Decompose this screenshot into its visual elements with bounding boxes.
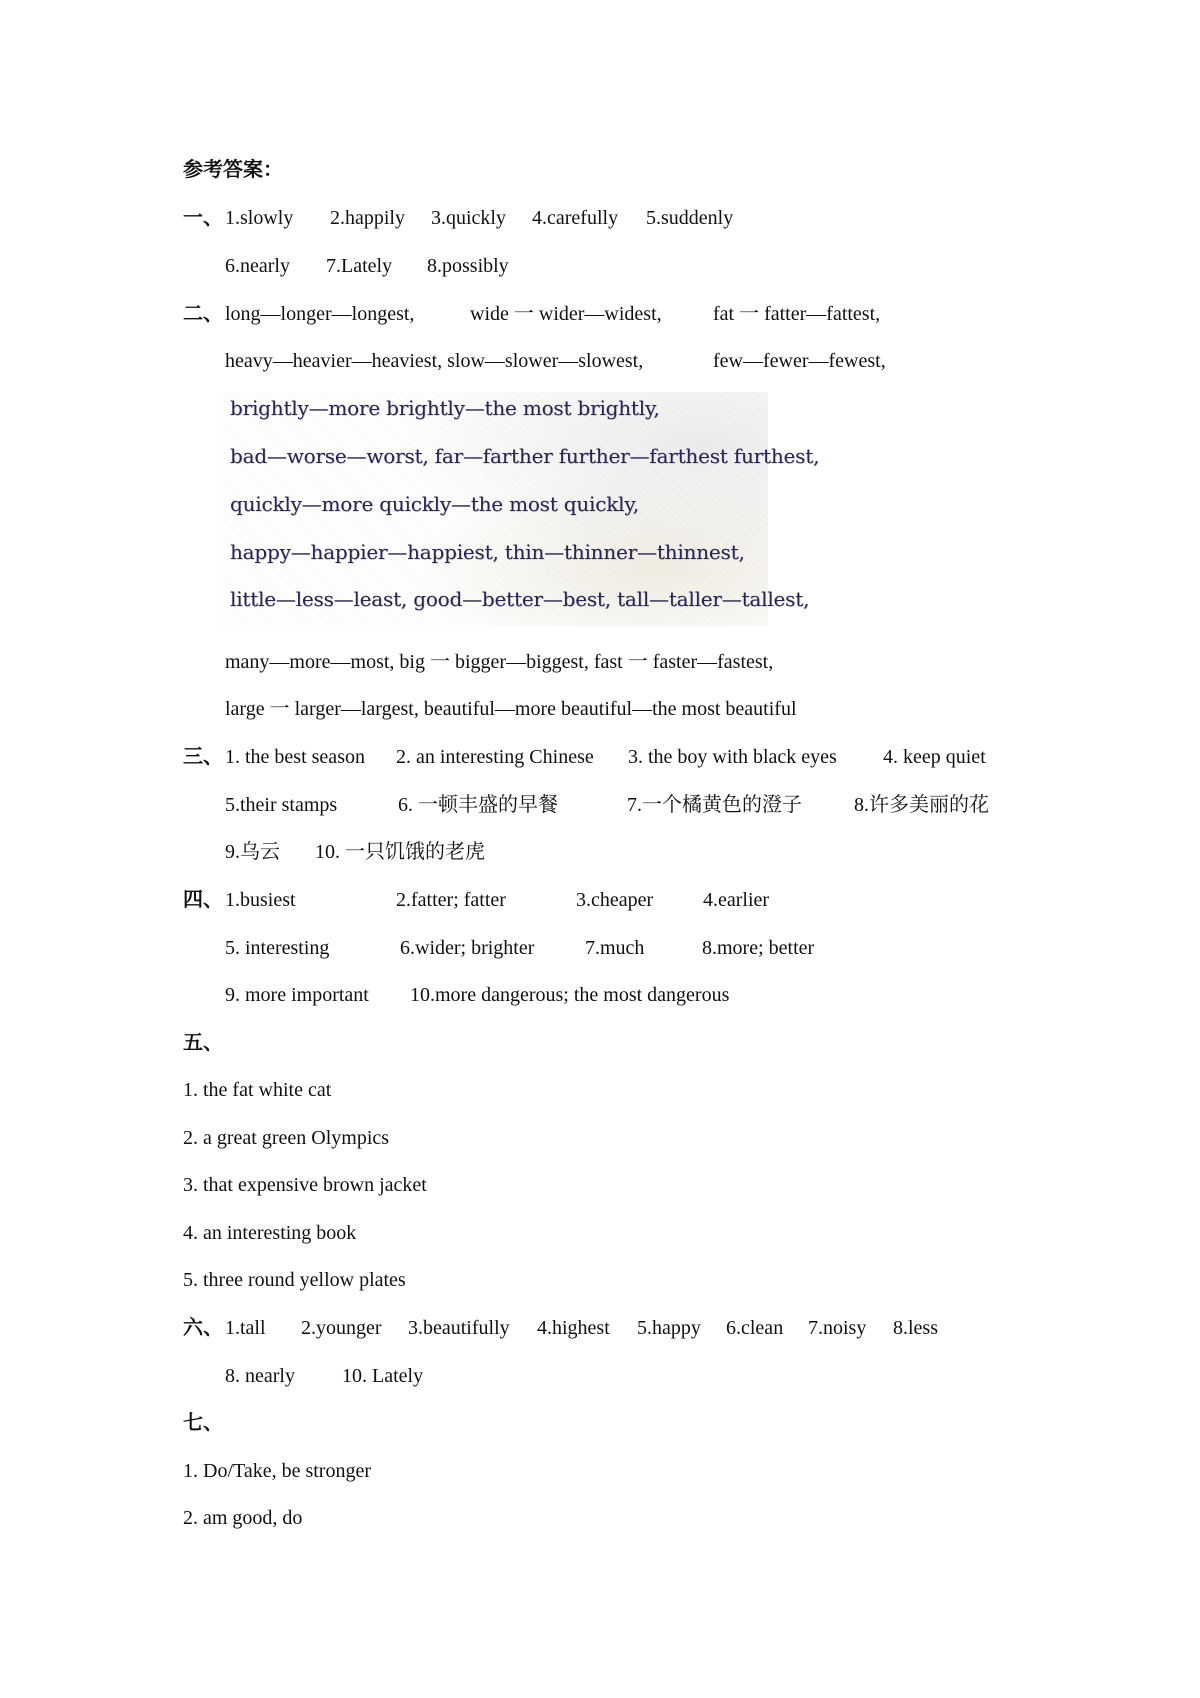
s6-answer-6: 6.clean (726, 1317, 784, 1339)
s6-answer-1: 1.tall (225, 1317, 266, 1339)
s3-answer-2: 2. an interesting Chinese (396, 746, 594, 768)
s1-answer-1: 1.slowly (225, 207, 294, 229)
s3-answer-6: 6. 一顿丰盛的早餐 (398, 794, 558, 816)
s4-answer-4: 4.earlier (703, 889, 770, 911)
s2-long: long—longer—longest, (225, 303, 415, 325)
s6-answer-3: 3.beautifully (408, 1317, 510, 1339)
s1-answer-2: 2.happily (330, 207, 405, 229)
s4-answer-1: 1.busiest (225, 889, 296, 911)
s1-answer-7: 7.Lately (326, 255, 393, 277)
page-title: 参考答案： (183, 159, 283, 181)
scan-line-1: brightly—more brightly—the most brightly, (230, 396, 660, 420)
s1-answer-4: 4.carefully (532, 207, 619, 229)
s6-answer-5: 5.happy (637, 1317, 701, 1339)
s6-answer-4: 4.highest (537, 1317, 610, 1339)
s1-answer-5: 5.suddenly (646, 207, 734, 229)
s1-answer-3: 3.quickly (431, 207, 506, 229)
section-1-label: 一、 (183, 207, 223, 229)
scan-line-5: little—less—least, good—better—best, tall—taller—tallest, (230, 587, 810, 611)
s7-item-2: 2. am good, do (183, 1507, 303, 1529)
s2-heavy-slow: heavy—heavier—heaviest, slow—slower—slowest, (225, 350, 644, 372)
s3-answer-4: 4. keep quiet (883, 746, 986, 768)
s3-answer-3: 3. the boy with black eyes (628, 746, 837, 768)
section-3-label: 三、 (183, 746, 223, 768)
s3-answer-5: 5.their stamps (225, 794, 338, 816)
s4-answer-3: 3.cheaper (576, 889, 654, 911)
s4-answer-7: 7.much (585, 937, 645, 959)
s3-answer-1: 1. the best season (225, 746, 365, 768)
s4-answer-6: 6.wider; brighter (400, 937, 535, 959)
s2-wide: wide 一 wider—widest, (470, 303, 662, 325)
s4-answer-10: 10.more dangerous; the most dangerous (410, 984, 730, 1006)
s2-few: few—fewer—fewest, (713, 350, 886, 372)
s5-item-1: 1. the fat white cat (183, 1079, 332, 1101)
s7-item-1: 1. Do/Take, be stronger (183, 1460, 371, 1482)
s5-item-2: 2. a great green Olympics (183, 1127, 390, 1149)
section-4-label: 四、 (183, 889, 223, 911)
scan-line-2: bad—worse—worst, far—farther further—farthest furthest, (230, 444, 820, 468)
s3-answer-10: 10. 一只饥饿的老虎 (315, 841, 485, 863)
s6-answer-10: 10. Lately (342, 1365, 424, 1387)
section-5-label: 五、 (183, 1032, 223, 1054)
s6-answer-2: 2.younger (301, 1317, 382, 1339)
s3-answer-8: 8.许多美丽的花 (854, 794, 989, 816)
s5-item-3: 3. that expensive brown jacket (183, 1174, 427, 1196)
section-6-label: 六、 (183, 1317, 223, 1339)
s4-answer-5: 5. interesting (225, 937, 330, 959)
scan-line-4: happy—happier—happiest, thin—thinner—thinnest, (230, 540, 745, 564)
section-2-line-3: many—more—most, big 一 bigger—biggest, fast 一 faster—fastest, (225, 651, 774, 673)
s4-answer-9: 9. more important (225, 984, 369, 1006)
s1-answer-6: 6.nearly (225, 255, 290, 277)
s2-fat: fat 一 fatter—fattest, (713, 303, 881, 325)
s5-item-5: 5. three round yellow plates (183, 1269, 406, 1291)
s5-item-4: 4. an interesting book (183, 1222, 357, 1244)
section-2-label: 二、 (183, 303, 223, 325)
scan-line-3: quickly—more quickly—the most quickly, (230, 492, 639, 516)
s4-answer-2: 2.fatter; fatter (396, 889, 506, 911)
s6-answer-9: 8. nearly (225, 1365, 295, 1387)
section-2-line-4: large 一 larger—largest, beautiful—more beautiful—the most beautiful (225, 698, 797, 720)
scanned-answer-image (222, 392, 820, 626)
s3-answer-9: 9.乌云 (225, 841, 280, 863)
s3-answer-7: 7.一个橘黄色的澄子 (627, 794, 802, 816)
s6-answer-8: 8.less (893, 1317, 938, 1339)
s4-answer-8: 8.more; better (702, 937, 815, 959)
s6-answer-7: 7.noisy (808, 1317, 867, 1339)
section-7-label: 七、 (183, 1412, 223, 1434)
s1-answer-8: 8.possibly (427, 255, 509, 277)
